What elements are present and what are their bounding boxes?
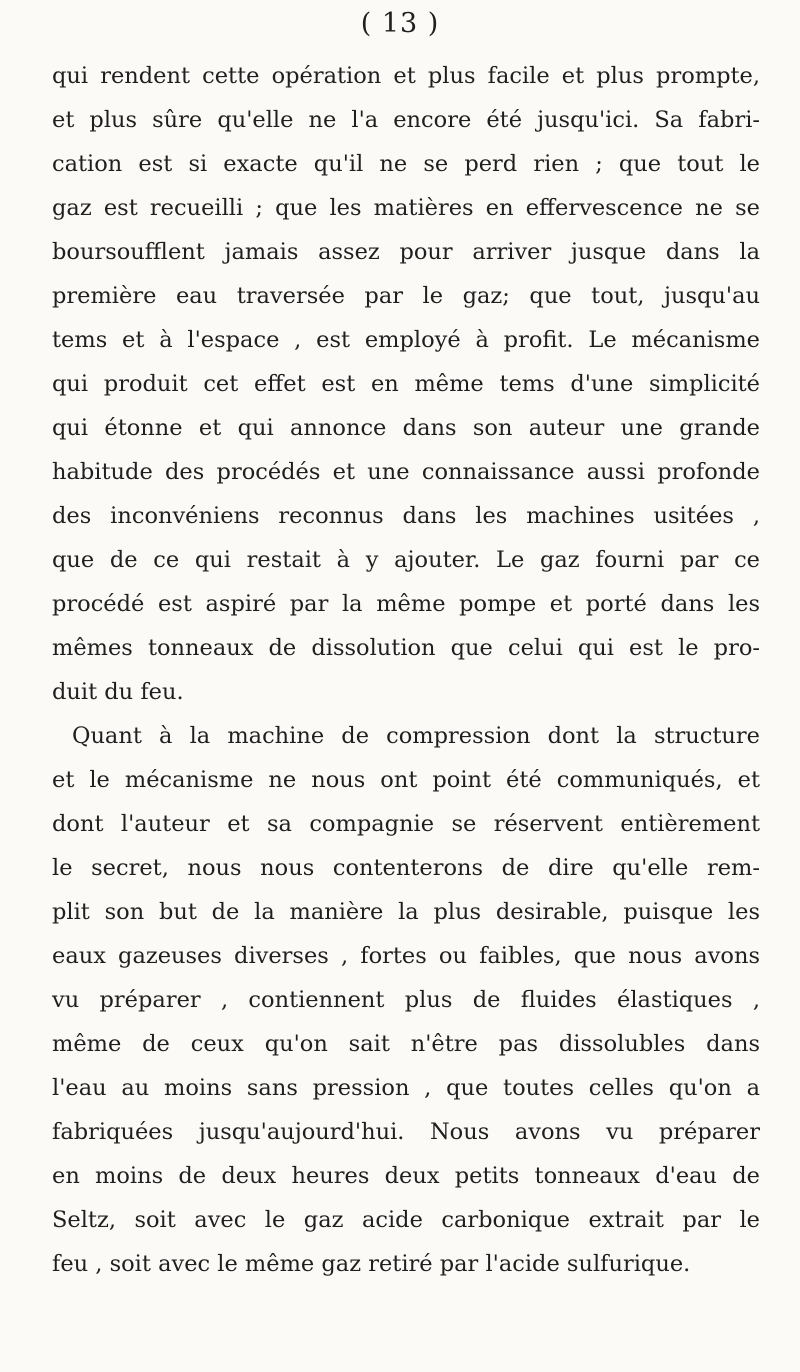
text-line: l'eau au moins sans pression , que toutes celles qu'on a	[52, 1075, 760, 1101]
text-line: que de ce qui restait à y ajouter. Le gaz fourni par ce	[52, 547, 760, 573]
text-line: qui rendent cette opération et plus facile et plus prompte,	[52, 63, 760, 89]
page-number: ( 13 )	[360, 8, 440, 39]
text-line: Quant à la machine de compression dont la structure	[72, 723, 760, 749]
text-line: tems et à l'espace , est employé à profit. Le mécanisme	[52, 327, 760, 353]
body-text	[52, 54, 760, 1286]
text-line: mêmes tonneaux de dissolution que celui qui est le pro-	[52, 635, 760, 661]
text-line: en moins de deux heures deux petits tonneaux d'eau de	[52, 1163, 760, 1189]
text-line: et le mécanisme ne nous ont point été communiqués, et	[52, 767, 760, 793]
text-line: vu préparer , contiennent plus de fluides élastiques ,	[52, 987, 760, 1013]
text-line: qui étonne et qui annonce dans son auteur une grande	[52, 415, 760, 441]
text-line: habitude des procédés et une connaissance aussi profonde	[52, 459, 760, 485]
text-line: dont l'auteur et sa compagnie se réservent entièrement	[52, 811, 760, 837]
text-line: gaz est recueilli ; que les matières en effervescence ne se	[52, 195, 760, 221]
text-line: et plus sûre qu'elle ne l'a encore été jusqu'ici. Sa fabri-	[52, 107, 760, 133]
text-line: plit son but de la manière la plus desirable, puisque les	[52, 899, 760, 925]
text-line: qui produit cet effet est en même tems d'une simplicité	[52, 371, 760, 397]
text-line: même de ceux qu'on sait n'être pas dissolubles dans	[52, 1031, 760, 1057]
text-line: fabriquées jusqu'aujourd'hui. Nous avons vu préparer	[52, 1119, 760, 1145]
text-line: Seltz, soit avec le gaz acide carbonique extrait par le	[52, 1207, 760, 1233]
text-line: des inconvéniens reconnus dans les machines usitées ,	[52, 503, 760, 529]
text-line: première eau traversée par le gaz; que tout, jusqu'au	[52, 283, 760, 309]
text-line: cation est si exacte qu'il ne se perd rien ; que tout le	[52, 151, 760, 177]
text-line: le secret, nous nous contenterons de dire qu'elle rem-	[52, 855, 760, 881]
text-line: duit du feu.	[52, 679, 184, 705]
text-line: feu , soit avec le même gaz retiré par l'acide sulfurique.	[52, 1251, 691, 1277]
text-line: boursoufflent jamais assez pour arriver jusque dans la	[52, 239, 760, 265]
text-line: eaux gazeuses diverses , fortes ou faibles, que nous avons	[52, 943, 760, 969]
text-line: procédé est aspiré par la même pompe et porté dans les	[52, 591, 760, 617]
